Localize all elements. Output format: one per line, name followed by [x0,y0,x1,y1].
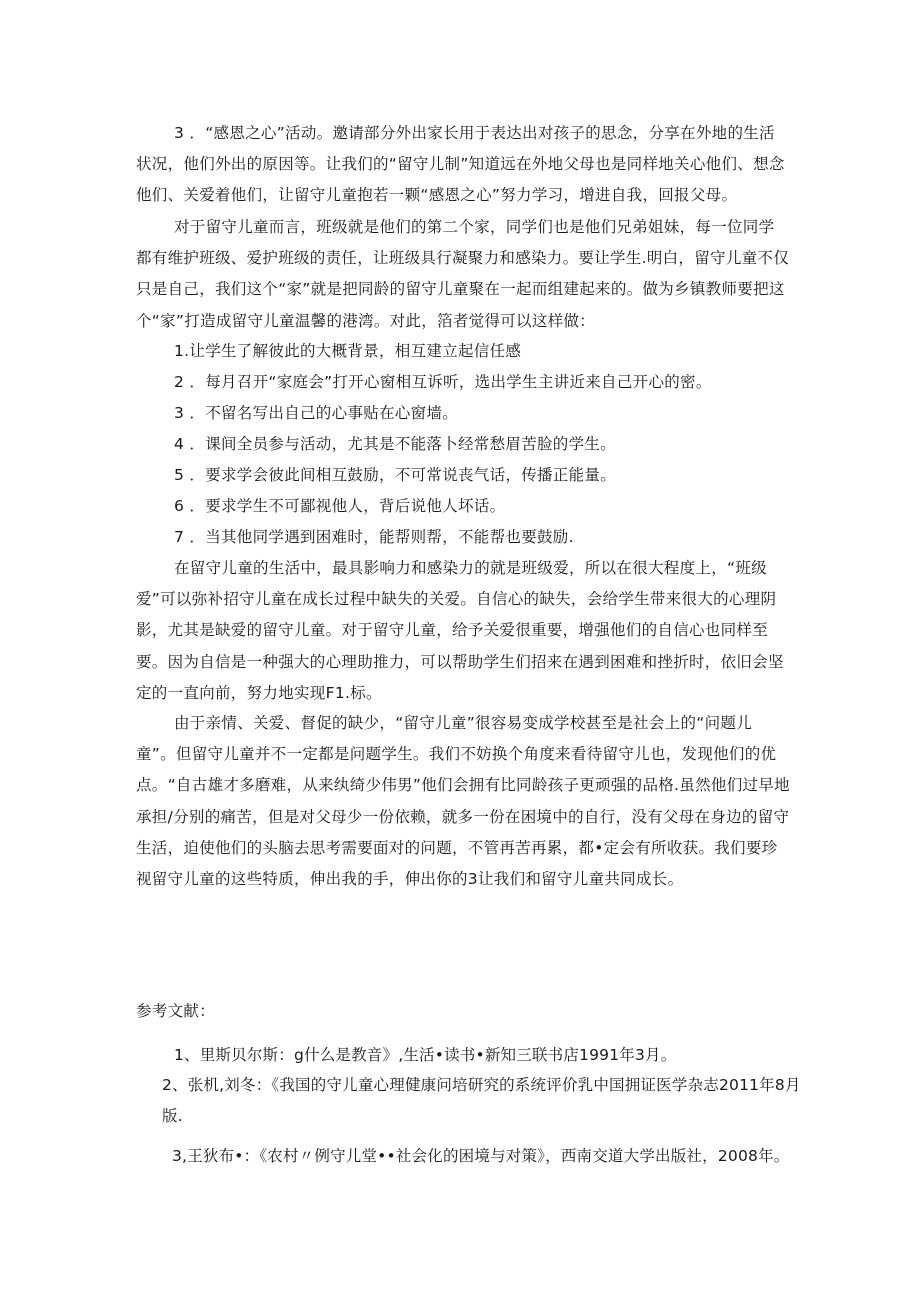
list-item: 7 ．当其他同学遇到困难时，能帮则帮，不能帮也要鼓励. [174,528,574,546]
list-item: 2 ．每月召开“家庭会”打开心窗相互诉听，选出学生主讲近来自己开心的密。 [174,373,712,391]
reference-item: 3,王狄布•：《农村〃例守儿堂••社会化的困境与对策》，西南交道大学出版社，2008年。 [172,1147,790,1165]
references-heading: 参考文献： [136,1002,216,1020]
list-item: 3 ．不留名写出自己的心事贴在心窗墙。 [174,404,458,422]
paragraph-class-as-home: 对于留守儿童而言，班级就是他们的第二个家，同学们也是他们兄弟姐妹，每一位同学都有维护班级、爱护班级的责任，让班级具行凝聚力和感染力。要让学生.明白，留守儿童不仅只是自己，我们这个“家”就是把同龄的留守儿童聚在一起而组建起来的。做为乡镇教师要把这个“家”打造成留守儿童温馨的港湾。对此，箔者觉得可以这样做： [136,218,790,330]
paragraph-gratitude-activity: 3 ．“感恩之心”活动。邀请部分外出家长用于表达出对孩子的思念，分享在外地的生活状况，他们外出的原因等。让我们的“留守儿制”知道远在外地父母也是同样地关心他们、想念他们、关爱着他们，让留守儿童抱若一颗“感恩之心”努力学习，增进自我，回报父母。 [136,124,785,205]
list-item: 5 ．要求学会彼此间相互鼓励，不可常说丧气话，传播正能量。 [174,466,616,484]
paragraph-problem-children: 由于亲情、关爱、督促的缺少，“留守儿童”很容易变成学校甚至是社会上的“问题儿童”。但留守儿童并不一定都是问题学生。我们不妨换个角度来看待留守儿也，发现他们的优点。“自古雄才多磨难，从来纨绮少伟男”他们会拥有比同龄孩子更顽强的品格.虽然他们过早地承担/分别的痛苦，但是对父母少一份依赖，就多一份在困境中的自行，没有父母在身边的留守生活，迫使他们的头脑去思考需要面对的问题，不管再苦再累，都•定会有所收获。我们要珍视留守儿童的这些特质，伸出我的手，伸出你的3让我们和留守儿童共同成长。 [136,714,790,889]
list-item: 1.让学生了解彼此的大概背景，相互建立起信任感 [174,342,522,360]
paragraph-class-love: 在留守儿童的生活中，最具影响力和感染力的就是班级爱，所以在很大程度上，“班级爱”可以弥补招守儿童在成长过程中缺失的关爱。自信心的缺失，会给学生带来很大的心理阴影，尤其是缺爱的留守儿童。对于留守儿童，给予关爱很重要，增强他们的自信心也同样至要。因为自信是一种强大的心理助推力，可以帮助学生们招来在遇到困难和挫折时，依旧会坚定的一直向前，努力地实现F1.标。 [136,559,784,702]
list-item: 4 ．课间全员参与活动，尤其是不能落卜经常愁眉苦脸的学生。 [174,435,616,453]
reference-item: 2、张机,刘冬：《我国的守儿童心理健康问培研究的系统评价乳中国拥证医学杂志2011年8月版. [162,1076,801,1126]
list-item: 6 ．要求学生不可鄙视他人，背后说他人坏话。 [174,497,506,515]
reference-item: 1、里斯贝尔斯：g什么是教音》,生活•读书•新知三联书店1991年3月。 [174,1046,677,1064]
